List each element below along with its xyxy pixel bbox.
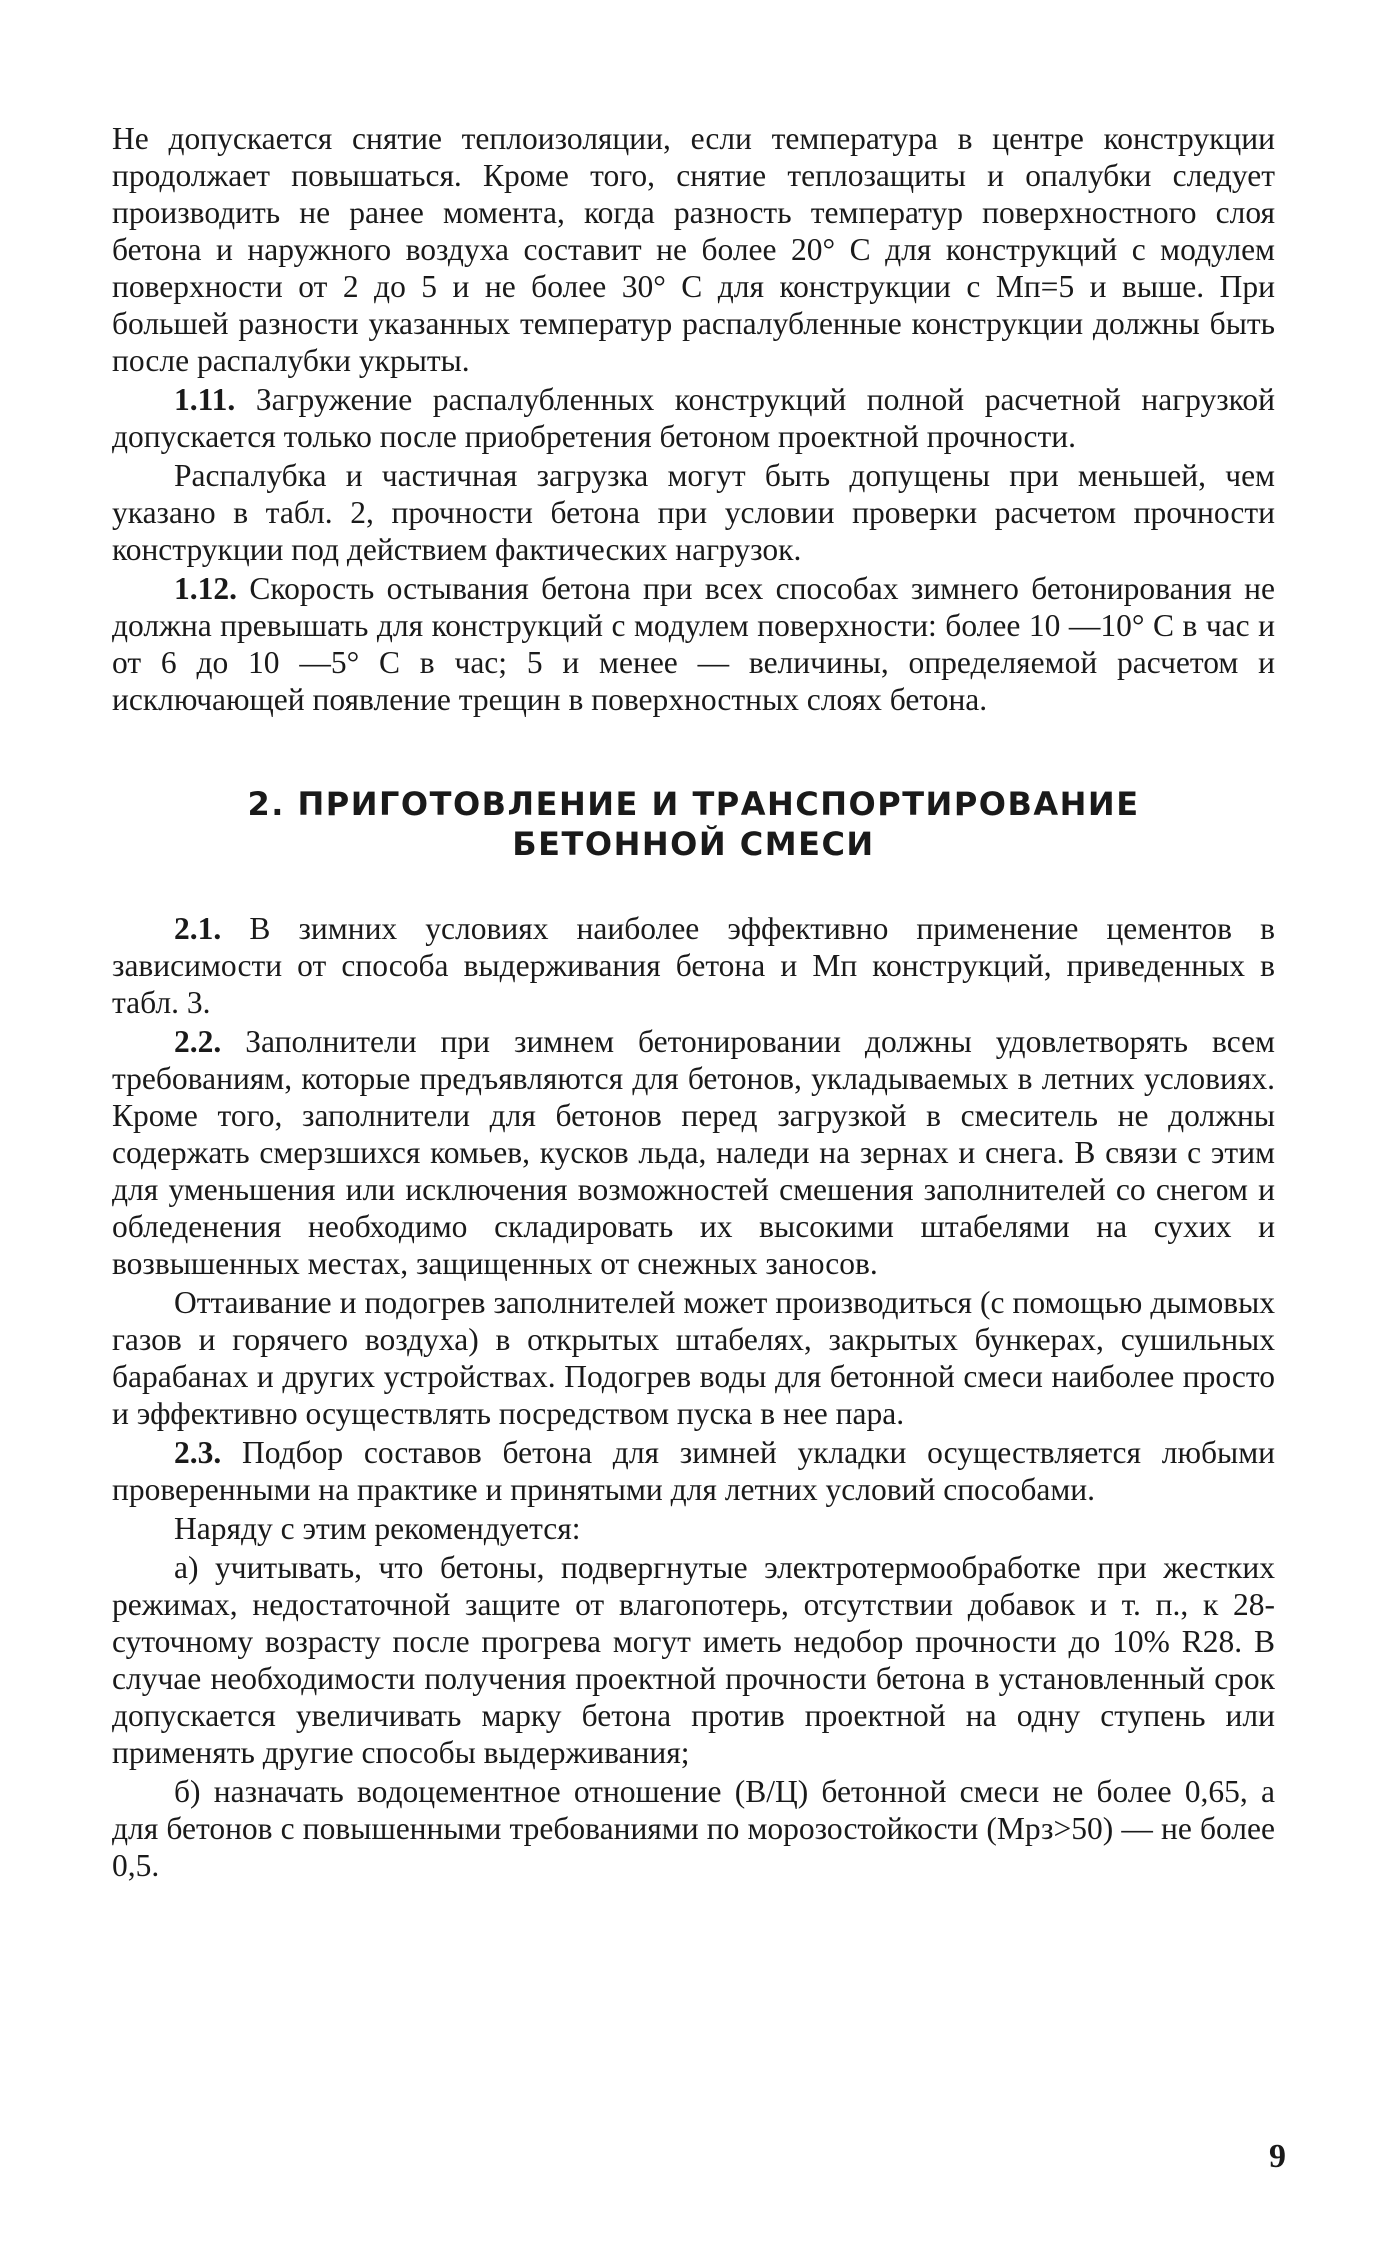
clause-2-1 [112, 910, 1275, 1021]
clause-2-2-number: 2.2. [174, 1024, 222, 1059]
clause-2-3-lead: Наряду с этим рекомендуется: [174, 1511, 581, 1546]
clause-1-12-number: 1.12. [174, 571, 237, 606]
clause-2-3 [112, 1434, 1275, 1508]
clause-2-2 [112, 1023, 1275, 1282]
section-title-line-2: БЕТОННОЙ СМЕСИ [512, 825, 875, 863]
page-number: 9 [1269, 2138, 1286, 2175]
clause-1-11-number: 1.11. [174, 382, 236, 417]
section-title-line-1: 2. ПРИГОТОВЛЕНИЕ И ТРАНСПОРТИРОВАНИЕ [247, 785, 1140, 823]
clause-1-12-text: Скорость остывания бетона при всех способах зимнего бетонирования не должна превышать для конструкций с модулем поверхности: более 10 —10° С в час и от 6 до 10 —5° С в час; 5 и менее — величины, определяемой расчетом и исключающей появление трещин в поверхностных слоях бетона. [112, 571, 1276, 717]
clause-2-2-text: Заполнители при зимнем бетонировании должны удовлетворять всем требованиям, которые предъявляются для бетонов, укладываемых в летних условиях. Кроме того, заполнители для бетонов перед загрузкой в смеситель не должны содержать смерзшихся комьев, кусков льда, наледи на зернах и снега. В связи с этим для уменьшения или исключения возможностей смешения заполнителей со снегом и обледенения необходимо складировать их высокими штабелями на сухих и возвышенных местах, защищенных от снежных заносов. [112, 1024, 1275, 1281]
clause-1-11-continuation: Распалубка и частичная загрузка могут быть допущены при меньшей, чем указано в табл. 2, прочности бетона при условии проверки расчетом прочности конструкции под действием фактических нагрузок. [112, 458, 1275, 567]
clause-1-11 [112, 381, 1275, 455]
clause-2-3-number: 2.3. [174, 1435, 222, 1470]
section-title [112, 784, 1275, 864]
clause-1-12 [112, 570, 1275, 718]
clause-2-1-number: 2.1. [174, 911, 222, 946]
clause-2-1-text: В зимних условиях наиболее эффективно применение цементов в зависимости от способа выдерживания бетона и Мп конструкций, приведенных в табл. 3. [112, 911, 1276, 1020]
clause-2-2-continuation: Оттаивание и подогрев заполнителей может производиться (с помощью дымовых газов и горячего воздуха) в открытых штабелях, закрытых бункерах, сушильных барабанах и других устройствах. Подогрев воды для бетонной смеси наиболее просто и эффективно осуществлять посредством пуска в нее пара. [112, 1285, 1275, 1431]
list-item-b: б) назначать водоцементное отношение (В/Ц) бетонной смеси не более 0,65, а для бетонов с повышенными требованиями по морозостойкости (Мрз>50) — не более 0,5. [112, 1774, 1275, 1883]
clause-1-11-text: Загружение распалубленных конструкций полной расчетной нагрузкой допускается только после приобретения бетоном проектной прочности. [112, 382, 1275, 454]
intro-paragraph: Не допускается снятие теплоизоляции, если температура в центре конструкции продолжает повышаться. Кроме того, снятие теплозащиты и опалубки следует производить не ранее момента, когда разность температур поверхностного слоя бетона и наружного воздуха составит не более 20° С для конструкций с модулем поверхности от 2 до 5 и не более 30° С для конструкции с Мп=5 и выше. При большей разности указанных температур распалубленные конструкции должны быть после распалубки укрыты. [112, 121, 1275, 378]
list-item-a: а) учитывать, что бетоны, подвергнутые электротермообработке при жестких режимах, недостаточной защите от влагопотерь, отсутствии добавок и т. п., к 28-суточному возрасту после прогрева могут иметь недобор прочности до 10% R28. В случае необходимости получения проектной прочности бетона в установленный срок допускается увеличивать марку бетона против проектной на одну ступень или применять другие способы выдерживания; [112, 1550, 1275, 1770]
clause-2-3-text: Подбор составов бетона для зимней укладки осуществляется любыми проверенными на практике и принятыми для летних условий способами. [112, 1435, 1275, 1507]
